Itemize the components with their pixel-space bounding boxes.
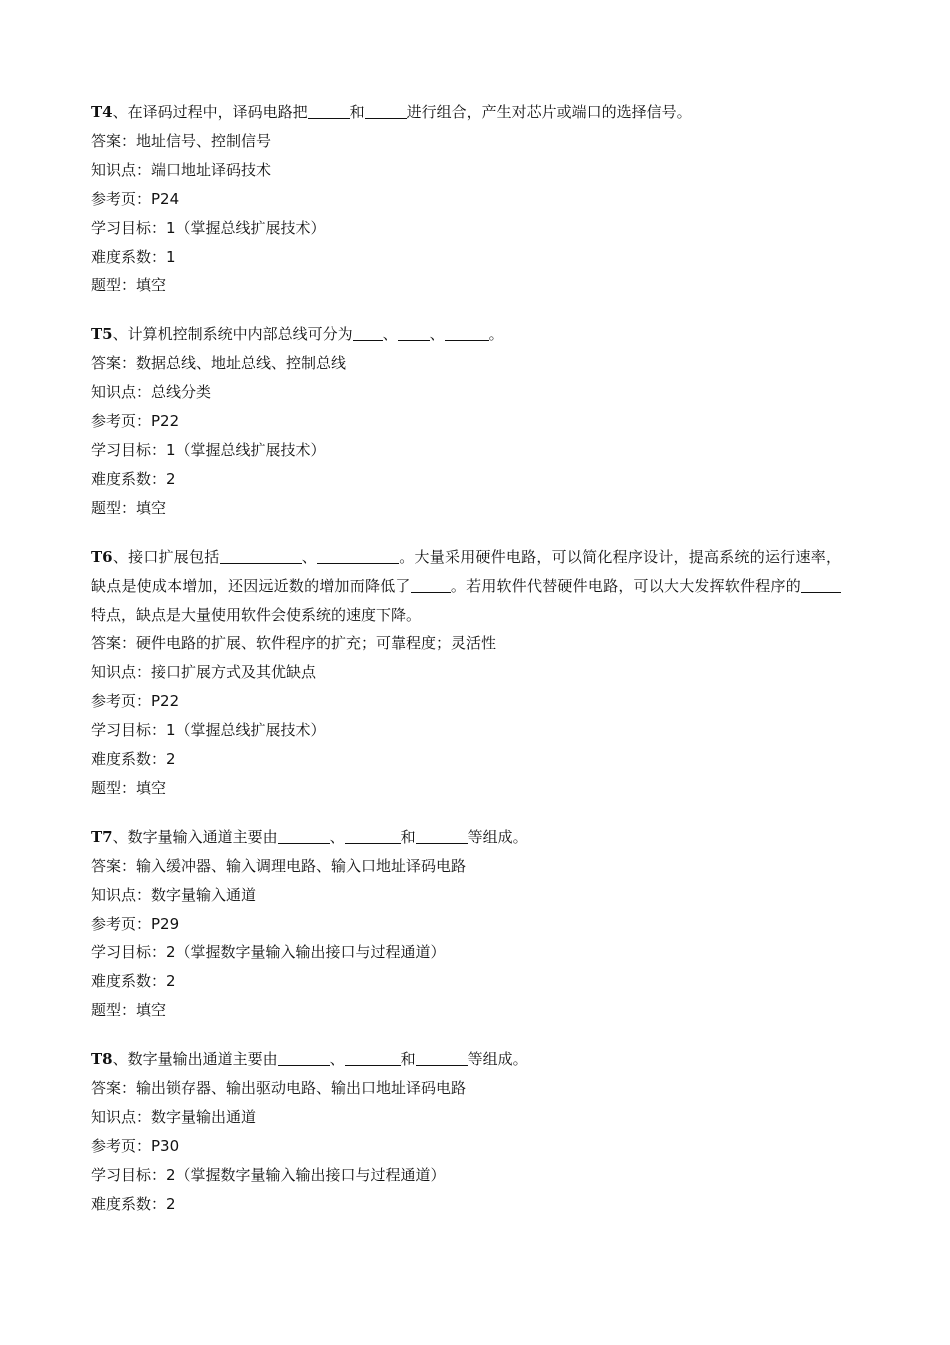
question-text: T7、数字量输入通道主要由 、 和 等组成。 (91, 827, 528, 846)
fill-blank (365, 103, 407, 119)
difficulty-line: 难度系数：1 (91, 247, 176, 266)
question-id: T7 (91, 827, 113, 846)
question-type-line: 题型：填空 (91, 1001, 167, 1020)
fill-blank (278, 828, 330, 844)
question-text: T6、接口扩展包括 、 。大量采用硬件电路，可以简化程序设计，提高系统的运行速率，缺点是使成本增加，还因远近数的增加而降低了 。若用软件代替硬件电路，可以大大发挥软件程序的特点，缺点是大量使用软件会使系统的速度下降。 (91, 547, 841, 624)
fill-blank (801, 577, 841, 593)
fill-blank (416, 828, 468, 844)
learning-goal-line: 学习目标：2（掌握数字量输入输出接口与过程通道） (91, 1165, 446, 1184)
question-type-line: 题型：填空 (91, 498, 167, 517)
fill-blank (308, 103, 350, 119)
answer-line: 答案：数据总线、地址总线、控制总线 (91, 354, 347, 373)
fill-blank (398, 325, 430, 341)
fill-blank (345, 1050, 401, 1066)
question-t6 (91, 543, 841, 803)
knowledge-line: 知识点：接口扩展方式及其优缺点 (91, 663, 317, 682)
reference-page-line: 参考页：P22 (91, 692, 180, 711)
learning-goal-line: 学习目标：1（掌握总线扩展技术） (91, 440, 326, 459)
question-id: T4 (91, 103, 113, 121)
reference-page-line: 参考页：P30 (91, 1136, 180, 1155)
learning-goal-line: 学习目标：2（掌握数字量输入输出接口与过程通道） (91, 943, 446, 962)
fill-blank (220, 548, 302, 564)
answer-line: 答案：硬件电路的扩展、软件程序的扩充；可靠程度；灵活性 (91, 634, 497, 653)
answer-line: 答案：输入缓冲器、输入调理电路、输入口地址译码电路 (91, 856, 467, 875)
knowledge-line: 知识点：端口地址译码技术 (91, 160, 272, 179)
answer-line: 答案：输出锁存器、输出驱动电路、输出口地址译码电路 (91, 1079, 467, 1098)
question-t7 (91, 823, 841, 1025)
question-id: T6 (91, 547, 113, 566)
reference-page-line: 参考页：P24 (91, 189, 180, 208)
fill-blank (445, 325, 489, 341)
question-id: T8 (91, 1050, 113, 1069)
question-t4 (91, 98, 841, 300)
learning-goal-line: 学习目标：1（掌握总线扩展技术） (91, 721, 326, 740)
fill-blank (411, 577, 451, 593)
question-text: T4、在译码过程中，译码电路把 和 进行组合，产生对芯片或端口的选择信号。 (91, 103, 692, 121)
question-id: T5 (91, 325, 113, 344)
question-type-line: 题型：填空 (91, 778, 167, 797)
fill-blank (317, 548, 399, 564)
reference-page-line: 参考页：P22 (91, 412, 180, 431)
question-text: T5、计算机控制系统中内部总线可分为 、 、 。 (91, 325, 504, 344)
difficulty-line: 难度系数：2 (91, 1194, 176, 1213)
difficulty-line: 难度系数：2 (91, 972, 176, 991)
document-page (91, 98, 841, 1239)
question-text: T8、数字量输出通道主要由 、 和 等组成。 (91, 1050, 528, 1069)
knowledge-line: 知识点：数字量输出通道 (91, 1108, 257, 1126)
question-type-line: 题型：填空 (91, 276, 167, 295)
knowledge-line: 知识点：数字量输入通道 (91, 885, 257, 904)
learning-goal-line: 学习目标：1（掌握总线扩展技术） (91, 218, 326, 237)
fill-blank (416, 1050, 468, 1066)
knowledge-line: 知识点：总线分类 (91, 383, 212, 402)
fill-blank (345, 828, 401, 844)
answer-line: 答案：地址信号、控制信号 (91, 131, 272, 150)
reference-page-line: 参考页：P29 (91, 914, 180, 933)
question-t8 (91, 1045, 841, 1218)
difficulty-line: 难度系数：2 (91, 469, 176, 488)
fill-blank (278, 1050, 330, 1066)
fill-blank (353, 325, 383, 341)
difficulty-line: 难度系数：2 (91, 750, 176, 769)
question-t5 (91, 320, 841, 522)
